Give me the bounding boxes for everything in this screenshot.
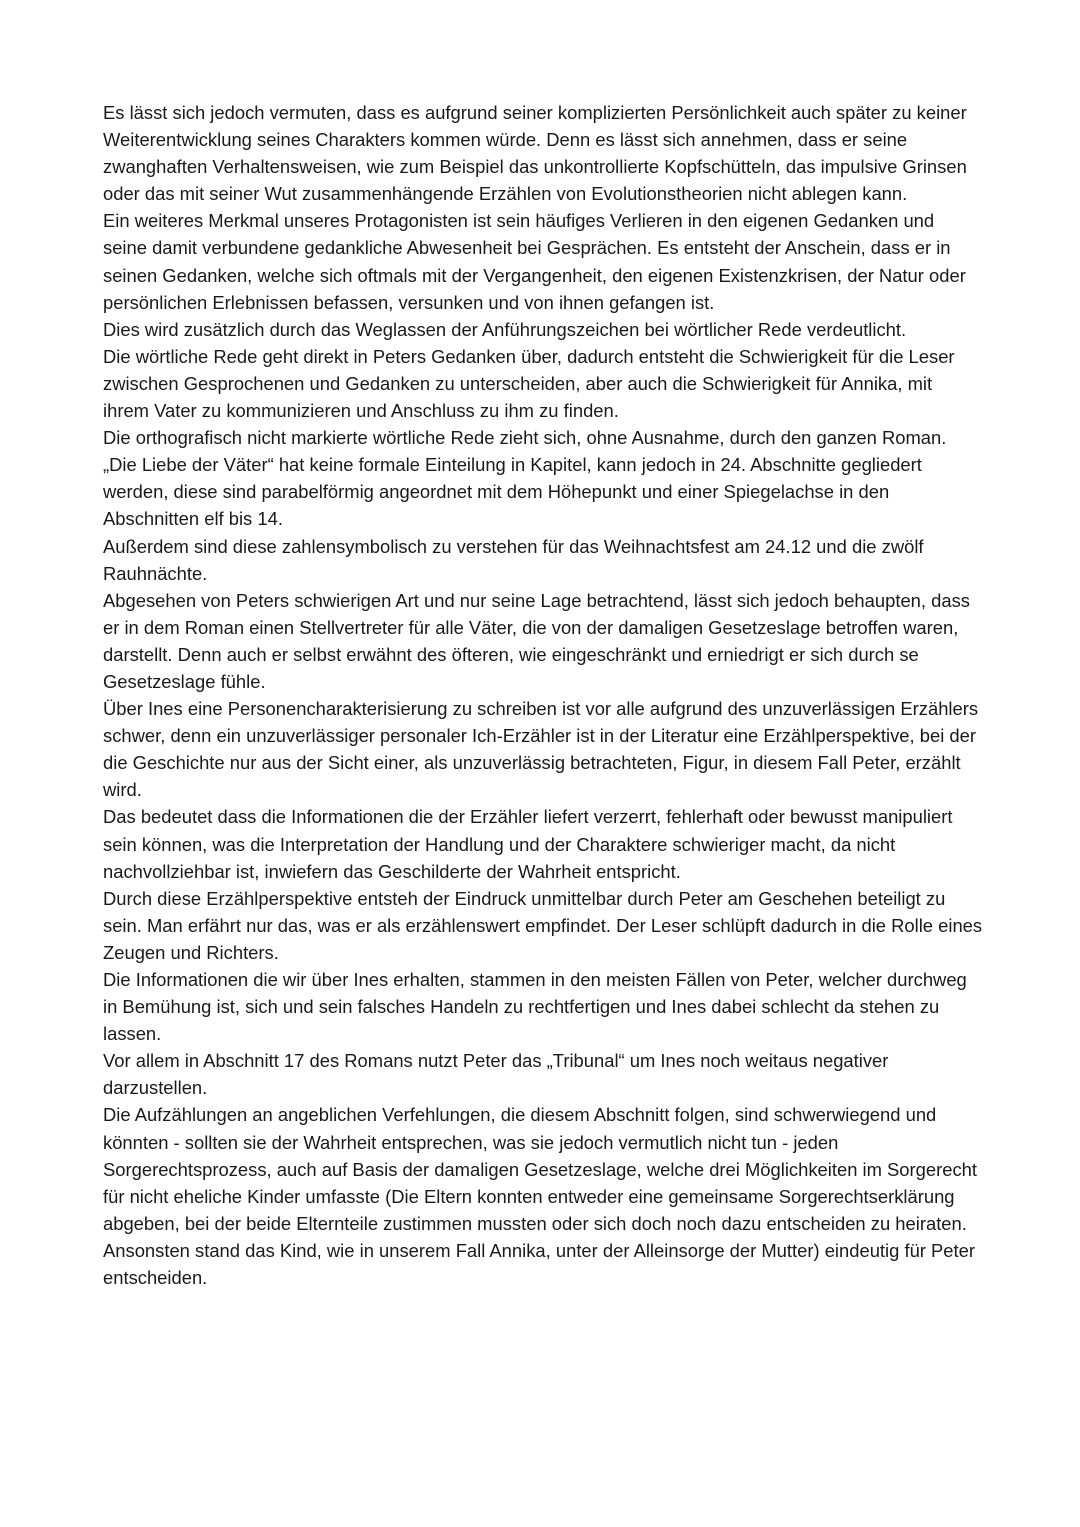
paragraph: Die Aufzählungen an angeblichen Verfehlungen, die diesem Abschnitt folgen, sind schwerwiegend und könnten - sollten sie der Wahrheit entsprechen, was sie jedoch vermutlich nicht tun - jeden Sorgerechtsprozess, auch auf Basis der damaligen Gesetzeslage, welche drei Möglichkeiten im Sorgerecht für nicht eheliche Kinder umfasste (Die Eltern konnten entweder eine gemeinsame Sorgerechtserklärung abgeben, bei der beide Elternteile zustimmen mussten oder sich doch noch dazu entscheiden zu heiraten. Ansonsten stand das Kind, wie in unserem Fall Annika, unter der Alleinsorge der Mutter) eindeutig für Peter entscheiden. [103, 1104, 978, 1289]
paragraph: Die wörtliche Rede geht direkt in Peters Gedanken über, dadurch entsteht die Schwierigkeit für die Leser zwischen Gesprochenen und Gedanken zu unterscheiden, aber auch die Schwierigkeit für Annika, mit ihrem Vater zu kommunizieren und Anschluss zu ihm zu finden. [103, 345, 955, 422]
paragraph: Das bedeutet dass die Informationen die der Erzähler liefert verzerrt, fehlerhaft oder bewusst manipuliert sein können, was die Interpretation der Handlung und der Charaktere schwieriger macht, da nicht nachvollziehbar ist, inwiefern das Geschilderte der Wahrheit entspricht. [103, 806, 953, 882]
paragraph: Abgesehen von Peters schwierigen Art und nur seine Lage betrachtend, lässt sich jedoch behaupten, dass er in dem Roman einen Stellvertreter für alle Väter, die von der damaligen Gesetzeslage betroffen waren, darstellt. Denn auch er selbst erwähnt des öfteren, wie eingeschränkt und erniedrigt er sich durch se Gesetzeslage fühle. [103, 589, 970, 692]
paragraph: Ein weiteres Merkmal unseres Protagonisten ist sein häufiges Verlieren in den eigenen Gedanken und seine damit verbundene gedankliche Abwesenheit bei Gesprächen. Es entsteht der Anschein, dass er in seinen Gedanken, welche sich oftmals mit der Vergangenheit, den eigenen Existenzkrisen, der Natur oder persönlichen Erlebnissen befassen, versunken und von ihnen gefangen ist. [103, 210, 966, 313]
paragraph: Es lässt sich jedoch vermuten, dass es aufgrund seiner komplizierten Persönlichkeit auch später zu keiner Weiterentwicklung seines Charakters kommen würde. Denn es lässt sich annehmen, dass er seine zwanghaften Verhaltensweisen, wie zum Beispiel das unkontrollierte Kopfschütteln, das impulsive Grinsen oder das mit seiner Wut zusammenhängende Erzählen von Evolutionstheorien nicht ablegen kann. [103, 102, 967, 205]
paragraph: Die Informationen die wir über Ines erhalten, stammen in den meisten Fällen von Peter, welcher durchweg in Bemühung ist, sich und sein falsches Handeln zu rechtfertigen und Ines dabei schlecht da stehen zu lassen. [103, 969, 967, 1045]
paragraph: Dies wird zusätzlich durch das Weglassen der Anführungszeichen bei wörtlicher Rede verdeutlicht. [103, 318, 907, 340]
document-body [103, 99, 983, 1291]
paragraph: Über Ines eine Personencharakterisierung zu schreiben ist vor alle aufgrund des unzuverlässigen Erzählers schwer, denn ein unzuverlässiger personaler Ich-Erzähler ist in der Literatur eine Erzählperspektive, bei der die Geschichte nur aus der Sicht einer, als unzuverlässig betrachteten, Figur, in diesem Fall Peter, erzählt wird. [103, 698, 979, 801]
paragraph: Außerdem sind diese zahlensymbolisch zu verstehen für das Weihnachtsfest am 24.12 und die zwölf Rauhnächte. [103, 535, 924, 584]
paragraph: Vor allem in Abschnitt 17 des Romans nutzt Peter das „Tribunal“ um Ines noch weitaus negativer darzustellen. [103, 1050, 889, 1099]
paragraph: Durch diese Erzählperspektive entsteh der Eindruck unmittelbar durch Peter am Geschehen beteiligt zu sein. Man erfährt nur das, was er als erzählenswert empfindet. Der Leser schlüpft dadurch in die Rolle eines Zeugen und Richters. [103, 887, 983, 963]
paragraph: Die orthografisch nicht markierte wörtliche Rede zieht sich, ohne Ausnahme, durch den ganzen Roman. [103, 427, 947, 449]
paragraph: „Die Liebe der Väter“ hat keine formale Einteilung in Kapitel, kann jedoch in 24. Abschnitte gegliedert werden, diese sind parabelförmig angeordnet mit dem Höhepunkt und einer Spiegelachse in den Abschnitten elf bis 14. [103, 454, 922, 530]
